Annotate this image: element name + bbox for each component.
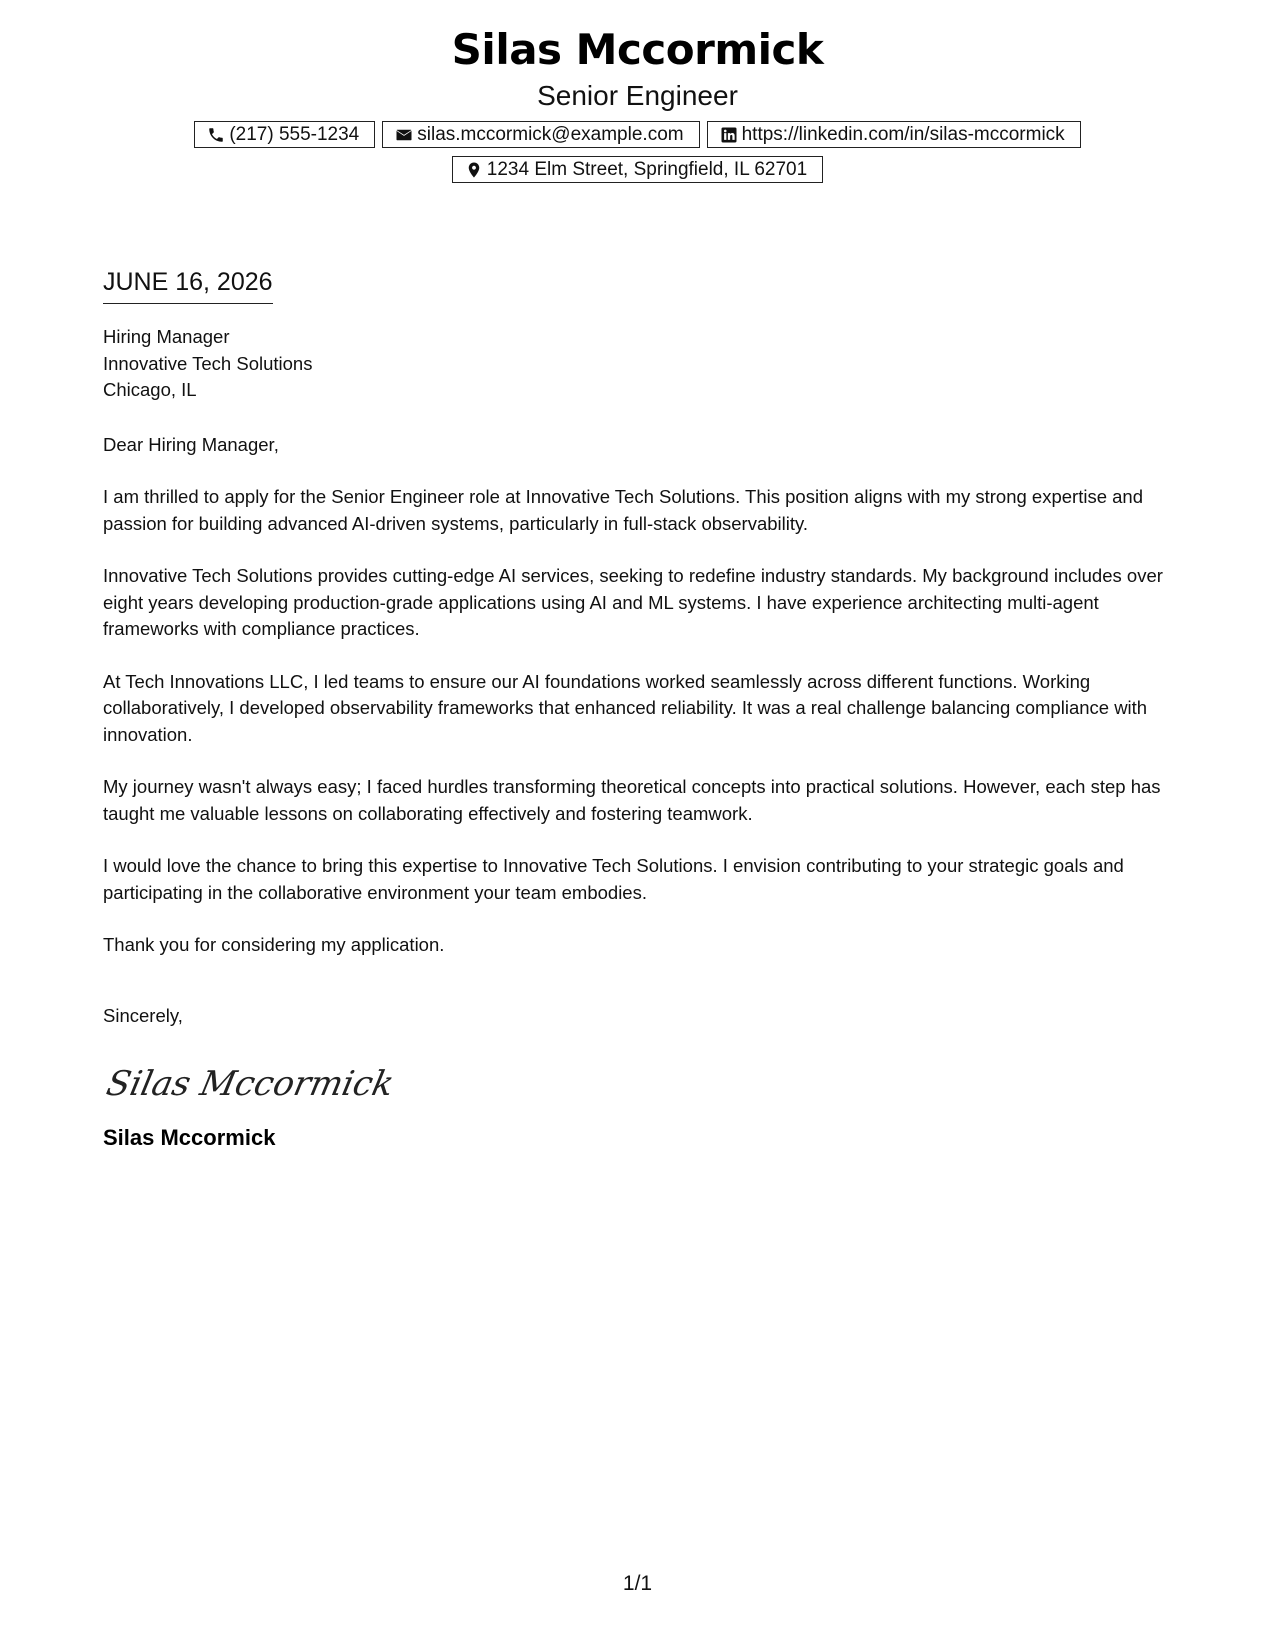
recipient-line: Innovative Tech Solutions: [103, 352, 313, 374]
contact-email[interactable]: [382, 121, 699, 148]
recipient-line: Chicago, IL: [103, 379, 197, 400]
recipient-line: Hiring Manager: [103, 326, 230, 347]
linkedin-text: https://linkedin.com/in/silas-mccormick: [741, 123, 1065, 145]
email-text: silas.mccormick@example.com: [417, 123, 684, 145]
applicant-name: Silas Mccormick: [451, 25, 824, 74]
contact-phone[interactable]: [194, 121, 375, 148]
recipient-block: [103, 324, 1183, 404]
paragraph: I would love the chance to bring this expertise to Innovative Tech Solutions. I envision contributing to your strategic goals and participating in the collaborative environment your team embodies.: [103, 855, 1124, 903]
contact-linkedin[interactable]: [707, 121, 1081, 148]
applicant-title: Senior Engineer: [537, 80, 738, 111]
map-marker-icon: [465, 161, 483, 179]
letter-header: [0, 22, 1275, 183]
paragraph: I am thrilled to apply for the Senior Engineer role at Innovative Tech Solutions. This position aligns with my strong expertise and passion for building advanced AI-driven systems, particularly in full-stack observability.: [103, 486, 1143, 534]
page-number: 1/1: [622, 1572, 653, 1595]
signature-drawing: [103, 1057, 398, 1107]
letter-date: JUNE 16, 2026: [103, 265, 273, 304]
contact-row: [0, 121, 1275, 148]
contact-row-address: [0, 156, 1275, 183]
phone-icon: [207, 126, 225, 144]
paragraph: At Tech Innovations LLC, I led teams to ensure our AI foundations worked seamlessly across different functions. Working collaboratively, I developed observability frameworks that enhanced reliability. It was a real challenge balancing compliance with innovation.: [103, 670, 1148, 745]
contact-address[interactable]: [452, 156, 823, 183]
envelope-icon: [395, 126, 413, 144]
phone-text: (217) 555-1234: [229, 123, 360, 145]
paragraph: My journey wasn't always easy; I faced hurdles transforming theoretical concepts into practical solutions. However, each step has taught me valuable lessons on collaborating effectively and fostering teamwork.: [103, 776, 1161, 824]
signature-text: Silas Mccormick: [103, 1064, 398, 1104]
address-text: 1234 Elm Street, Springfield, IL 62701: [486, 158, 808, 180]
linkedin-icon: [720, 126, 738, 144]
closing: Sincerely,: [103, 1004, 183, 1026]
greeting: Dear Hiring Manager,: [103, 433, 279, 455]
paragraph: Thank you for considering my application.: [103, 934, 445, 955]
letter-body: [103, 265, 1183, 1151]
signer-name: Silas Mccormick: [103, 1125, 276, 1150]
signature: [103, 1057, 398, 1107]
paragraph: Innovative Tech Solutions provides cutting-edge AI services, seeking to redefine industry standards. My background includes over eight years developing production-grade applications using AI and ML systems. I have experience architecting multi-agent frameworks with compliance practices.: [103, 565, 1163, 639]
